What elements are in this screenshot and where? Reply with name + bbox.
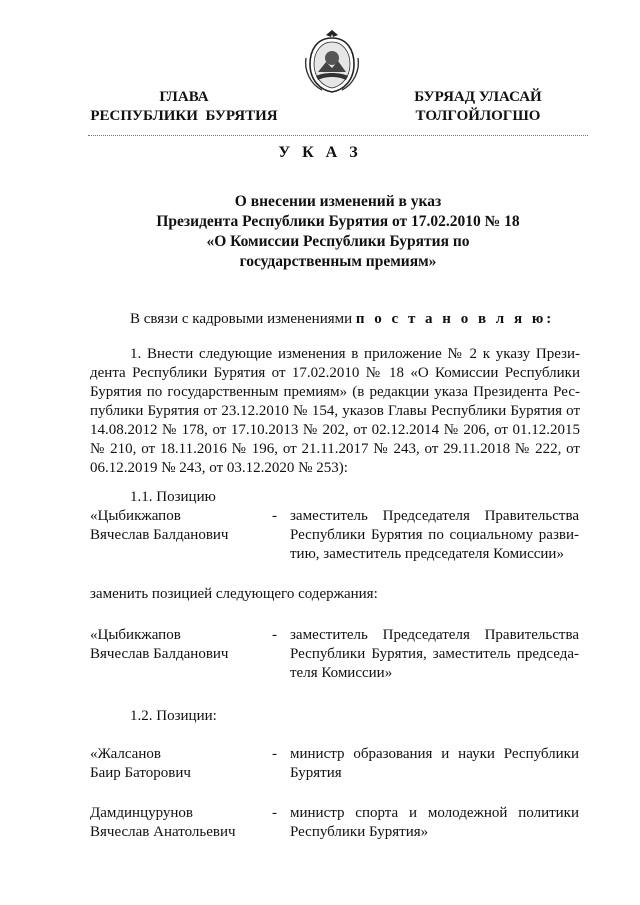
position-1-role: заместитель Председателя Правительства Республики Бурятия по социальному развитию, заместитель председателя Комиссии» (290, 508, 579, 562)
position-4-role: министр спорта и молодежной политики Республики Бурятия» (290, 805, 579, 840)
position-4-dash: - (272, 805, 277, 821)
header-left-line-1: ГЛАВА (159, 89, 209, 105)
position-1-name: «Цыбикжапов Вячеслав Балданович (90, 508, 229, 543)
replace-text: заменить позицией следующего содержания: (90, 586, 378, 602)
header-right-line-2: ТОЛГОЙЛОГШО (415, 108, 541, 124)
position-4-name: Дамдинцурунов Вячеслав Анатольевич (90, 805, 236, 840)
preamble (130, 310, 554, 329)
title-line-1: О внесении изменений в указ (234, 193, 442, 210)
preamble-text: В связи с кадровыми изменениями (130, 311, 356, 327)
republic-coat-of-arms-icon (302, 28, 362, 94)
title-line-3: «О Комиссии Республики Бурятия по (206, 233, 470, 250)
header-divider (88, 135, 588, 136)
position-3-role: министр образования и науки Республики Бурятия (290, 746, 579, 781)
document-type: У К А З (278, 144, 362, 161)
position-2-role: заместитель Председателя Правительства Республики Бурятия, заместитель председателя Комиссии» (290, 627, 579, 681)
header-right-line-1: БУРЯАД УЛАСАЙ (414, 89, 542, 105)
header-left (84, 88, 284, 126)
position-3-name: «Жалсанов Баир Баторович (90, 746, 191, 781)
title-line-2: Президента Республики Бурятия от 17.02.2010 № 18 (156, 213, 520, 230)
document-title (88, 192, 588, 272)
item-1-2: 1.2. Позиции: (130, 708, 217, 724)
title-line-4: государственным премиям» (239, 253, 437, 270)
paragraph-1: 1. Внести следующие изменения в приложение № 2 к указу Президента Республики Бурятия от 17.02.2010 № 18 «О Комиссии Республики Бурятия по государственным премиям» (в редакции указа Президента Республики Бурятия от 23.12.2010 № 154, указов Главы Республики Бурятия от 14.08.2012 № 178, от 17.10.2013 № 202, от 02.12.2014 № 206, от 01.12.2015 № 210, от 18.11.2016 № 196, от 21.11.2017 № 243, от 29.11.2018 № 222, от 06.12.2019 № 243, от 03.12.2020 № 253): (90, 346, 580, 476)
header-left-line-2: РЕСПУБЛИКИ БУРЯТИЯ (90, 108, 278, 124)
item-1-1: 1.1. Позицию (130, 489, 216, 505)
position-3-dash: - (272, 746, 277, 762)
position-2-dash: - (272, 627, 277, 643)
preamble-decree-word: п о с т а н о в л я ю: (355, 311, 555, 327)
position-1-dash: - (272, 508, 277, 524)
position-2-name: «Цыбикжапов Вячеслав Балданович (90, 627, 229, 662)
header-right (378, 88, 578, 126)
